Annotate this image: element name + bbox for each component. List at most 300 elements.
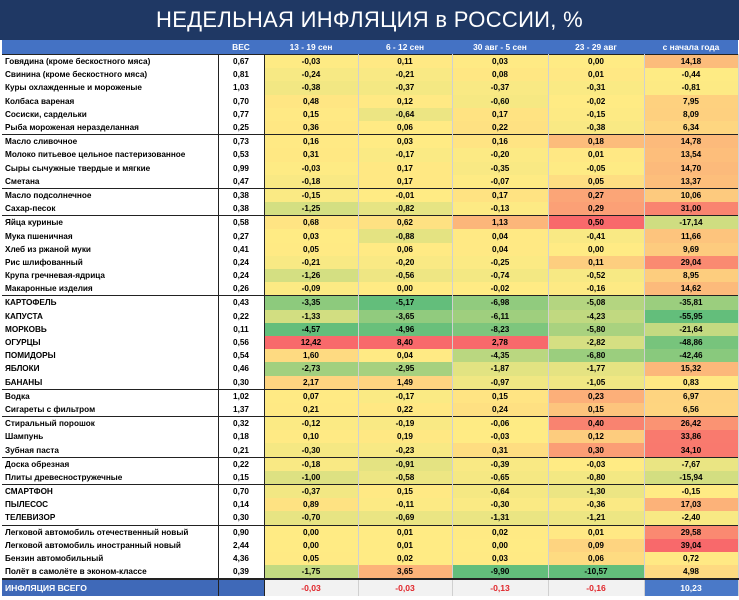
item-weight: 0,11 (218, 323, 264, 336)
value-cell: -0,01 (358, 188, 452, 202)
value-cell: 3,65 (358, 565, 452, 579)
column-header: 23 - 29 авг (548, 40, 644, 55)
value-cell: -0,44 (644, 68, 738, 81)
item-name: Сигареты с фильтром (2, 403, 218, 417)
value-cell: 8,95 (644, 269, 738, 282)
table-row (2, 162, 738, 175)
value-cell: 0,40 (548, 417, 644, 431)
value-cell: 0,00 (548, 243, 644, 256)
value-cell: -3,35 (264, 296, 358, 310)
item-weight: 0,21 (218, 443, 264, 457)
table-row (2, 403, 738, 417)
item-name: Стиральный порошок (2, 417, 218, 431)
value-cell: -10,57 (548, 565, 644, 579)
item-name: Доска обрезная (2, 457, 218, 471)
value-cell: -0,13 (452, 202, 548, 216)
table-row (2, 430, 738, 443)
value-cell: 0,00 (358, 282, 452, 296)
value-cell: -42,46 (644, 349, 738, 362)
value-cell: 0,00 (264, 525, 358, 539)
value-cell: 0,16 (452, 135, 548, 149)
value-cell: 0,89 (264, 498, 358, 511)
value-cell: -0,80 (548, 471, 644, 485)
value-cell: 10,06 (644, 188, 738, 202)
total-label: ИНФЛЯЦИЯ ВСЕГО (2, 579, 218, 596)
item-name: ОГУРЦЫ (2, 336, 218, 349)
value-cell: -21,64 (644, 323, 738, 336)
value-cell: 0,83 (644, 376, 738, 390)
value-cell: 0,36 (264, 121, 358, 135)
table-row (2, 108, 738, 121)
value-cell: -8,23 (452, 323, 548, 336)
value-cell: 0,06 (358, 243, 452, 256)
item-name: Легковой автомобиль иностранный новый (2, 539, 218, 552)
value-cell: -35,81 (644, 296, 738, 310)
item-weight: 1,37 (218, 403, 264, 417)
item-name: Легковой автомобиль отечественный новый (2, 525, 218, 539)
value-cell: 0,24 (452, 403, 548, 417)
value-cell: -0,12 (264, 417, 358, 431)
item-weight: 0,39 (218, 565, 264, 579)
item-weight: 0,70 (218, 95, 264, 108)
table-row (2, 135, 738, 149)
item-name: Хлеб из ржаной муки (2, 243, 218, 256)
item-weight: 1,02 (218, 389, 264, 403)
table-row (2, 511, 738, 525)
value-cell: 0,06 (548, 552, 644, 565)
item-name: Сыры сычужные твердые и мягкие (2, 162, 218, 175)
item-name: Плиты древесностружечные (2, 471, 218, 485)
value-cell: 0,02 (358, 552, 452, 565)
value-cell: 0,15 (264, 108, 358, 121)
item-weight: 0,22 (218, 457, 264, 471)
item-name: ЯБЛОКИ (2, 362, 218, 375)
value-cell: -0,07 (452, 175, 548, 189)
table-row (2, 121, 738, 135)
total-value: -0,16 (548, 579, 644, 596)
value-cell: -0,15 (548, 108, 644, 121)
value-cell: -0,11 (358, 498, 452, 511)
table-row (2, 539, 738, 552)
value-cell: -2,40 (644, 511, 738, 525)
value-cell: -0,20 (452, 148, 548, 161)
item-weight: 2,44 (218, 539, 264, 552)
value-cell: 0,50 (548, 216, 644, 230)
value-cell: 0,11 (548, 256, 644, 269)
item-weight: 0,73 (218, 135, 264, 149)
value-cell: 0,21 (264, 403, 358, 417)
item-name: Рис шлифованный (2, 256, 218, 269)
value-cell: 0,06 (358, 121, 452, 135)
item-name: Водка (2, 389, 218, 403)
value-cell: -0,38 (264, 81, 358, 94)
value-cell: -6,98 (452, 296, 548, 310)
value-cell: 0,03 (452, 55, 548, 69)
value-cell: 0,05 (264, 552, 358, 565)
value-cell: -0,58 (358, 471, 452, 485)
value-cell: 0,16 (264, 135, 358, 149)
value-cell: 0,07 (264, 389, 358, 403)
value-cell: -0,37 (452, 81, 548, 94)
value-cell: 11,66 (644, 229, 738, 242)
value-cell: 0,15 (548, 403, 644, 417)
item-weight: 0,14 (218, 498, 264, 511)
value-cell: -3,65 (358, 310, 452, 323)
value-cell: 0,01 (358, 539, 452, 552)
value-cell: 0,48 (264, 95, 358, 108)
total-row (2, 579, 738, 596)
value-cell: 29,04 (644, 256, 738, 269)
column-header: 6 - 12 сен (358, 40, 452, 55)
table-row (2, 269, 738, 282)
value-cell: 0,31 (452, 443, 548, 457)
value-cell: 9,69 (644, 243, 738, 256)
value-cell: -7,67 (644, 457, 738, 471)
value-cell: 17,03 (644, 498, 738, 511)
table-row (2, 202, 738, 216)
value-cell: -0,38 (548, 121, 644, 135)
item-name: Мука пшеничная (2, 229, 218, 242)
item-name: Рыба мороженая неразделанная (2, 121, 218, 135)
item-weight: 0,56 (218, 336, 264, 349)
item-name: Колбаса вареная (2, 95, 218, 108)
value-cell: 14,18 (644, 55, 738, 69)
value-cell: -2,95 (358, 362, 452, 375)
value-cell: -0,17 (358, 148, 452, 161)
value-cell: 0,03 (452, 552, 548, 565)
value-cell: 14,62 (644, 282, 738, 296)
value-cell: -1,75 (264, 565, 358, 579)
item-weight: 0,41 (218, 243, 264, 256)
item-weight: 0,54 (218, 349, 264, 362)
item-weight: 0,32 (218, 417, 264, 431)
table-row (2, 310, 738, 323)
value-cell: 6,34 (644, 121, 738, 135)
table-row (2, 525, 738, 539)
value-cell: -0,82 (358, 202, 452, 216)
value-cell: 8,40 (358, 336, 452, 349)
value-cell: 0,72 (644, 552, 738, 565)
table-row (2, 323, 738, 336)
item-name: ПОМИДОРЫ (2, 349, 218, 362)
value-cell: -0,03 (264, 55, 358, 69)
value-cell: -0,35 (452, 162, 548, 175)
table-row (2, 443, 738, 457)
item-weight: 0,38 (218, 188, 264, 202)
value-cell: -0,15 (264, 188, 358, 202)
item-name: Масло сливочное (2, 135, 218, 149)
column-header: ВЕС (218, 40, 264, 55)
value-cell: 0,22 (452, 121, 548, 135)
value-cell: -0,16 (548, 282, 644, 296)
table-row (2, 229, 738, 242)
table-body (2, 55, 738, 580)
table-row (2, 216, 738, 230)
value-cell: 14,70 (644, 162, 738, 175)
value-cell: 0,04 (452, 229, 548, 242)
value-cell: 0,17 (452, 188, 548, 202)
value-cell: 0,00 (264, 539, 358, 552)
item-name: ТЕЛЕВИЗОР (2, 511, 218, 525)
inflation-table (2, 40, 739, 596)
value-cell: -1,21 (548, 511, 644, 525)
value-cell: -0,18 (264, 175, 358, 189)
table-row (2, 376, 738, 390)
value-cell: -0,88 (358, 229, 452, 242)
table-row (2, 55, 738, 69)
value-cell: -1,33 (264, 310, 358, 323)
value-cell: -0,20 (358, 256, 452, 269)
value-cell: -0,02 (548, 95, 644, 108)
table-row (2, 175, 738, 189)
value-cell: -0,37 (358, 81, 452, 94)
value-cell: 0,00 (548, 55, 644, 69)
value-cell: -1,26 (264, 269, 358, 282)
value-cell: 0,29 (548, 202, 644, 216)
value-cell: 4,98 (644, 565, 738, 579)
table-row (2, 68, 738, 81)
value-cell: -0,21 (358, 68, 452, 81)
value-cell: -4,35 (452, 349, 548, 362)
value-cell: -0,52 (548, 269, 644, 282)
item-weight: 0,26 (218, 282, 264, 296)
item-name: Зубная паста (2, 443, 218, 457)
value-cell: -0,19 (358, 417, 452, 431)
total-value: -0,03 (264, 579, 358, 596)
item-weight: 0,70 (218, 485, 264, 499)
value-cell: -1,87 (452, 362, 548, 375)
value-cell: 0,04 (358, 349, 452, 362)
value-cell: -2,73 (264, 362, 358, 375)
item-weight: 0,25 (218, 121, 264, 135)
value-cell: -5,80 (548, 323, 644, 336)
table-row (2, 282, 738, 296)
header-row (2, 40, 738, 55)
item-name: Сосиски, сардельки (2, 108, 218, 121)
value-cell: 0,15 (358, 485, 452, 499)
value-cell: 6,56 (644, 403, 738, 417)
item-name: Крупа гречневая-ядрица (2, 269, 218, 282)
value-cell: 0,68 (264, 216, 358, 230)
value-cell: -0,69 (358, 511, 452, 525)
value-cell: 0,62 (358, 216, 452, 230)
value-cell: -0,39 (452, 457, 548, 471)
item-name: Шампунь (2, 430, 218, 443)
value-cell: -4,57 (264, 323, 358, 336)
table-row (2, 243, 738, 256)
value-cell: -0,15 (644, 485, 738, 499)
item-name: Молоко питьевое цельное пастеризованное (2, 148, 218, 161)
value-cell: 0,10 (264, 430, 358, 443)
value-cell: 15,32 (644, 362, 738, 375)
item-name: МОРКОВЬ (2, 323, 218, 336)
value-cell: -0,06 (452, 417, 548, 431)
value-cell: -4,23 (548, 310, 644, 323)
table-row (2, 336, 738, 349)
value-cell: -0,56 (358, 269, 452, 282)
value-cell: 29,58 (644, 525, 738, 539)
value-cell: -1,05 (548, 376, 644, 390)
item-weight: 0,90 (218, 525, 264, 539)
total-value: -0,03 (358, 579, 452, 596)
value-cell: 0,18 (548, 135, 644, 149)
item-weight: 0,67 (218, 55, 264, 69)
value-cell: 0,04 (452, 243, 548, 256)
value-cell: -0,64 (452, 485, 548, 499)
item-name: Куры охлажденные и мороженые (2, 81, 218, 94)
value-cell: -1,31 (452, 511, 548, 525)
table-row (2, 148, 738, 161)
table-row (2, 457, 738, 471)
item-name: Масло подсолнечное (2, 188, 218, 202)
value-cell: 0,00 (452, 539, 548, 552)
value-cell: -0,36 (548, 498, 644, 511)
value-cell: -0,03 (452, 430, 548, 443)
item-name: БАНАНЫ (2, 376, 218, 390)
value-cell: 0,30 (548, 443, 644, 457)
item-weight: 4,36 (218, 552, 264, 565)
value-cell: 0,17 (452, 108, 548, 121)
value-cell: -2,82 (548, 336, 644, 349)
value-cell: 0,01 (358, 525, 452, 539)
value-cell: -0,05 (548, 162, 644, 175)
value-cell: -0,03 (264, 162, 358, 175)
value-cell: -0,70 (264, 511, 358, 525)
value-cell: 7,95 (644, 95, 738, 108)
item-name: Сахар-песок (2, 202, 218, 216)
item-name: СМАРТФОН (2, 485, 218, 499)
value-cell: -0,02 (452, 282, 548, 296)
value-cell: 13,54 (644, 148, 738, 161)
item-weight: 0,99 (218, 162, 264, 175)
value-cell: -4,96 (358, 323, 452, 336)
value-cell: -0,65 (452, 471, 548, 485)
item-weight: 0,77 (218, 108, 264, 121)
value-cell: 39,04 (644, 539, 738, 552)
item-name: КАРТОФЕЛЬ (2, 296, 218, 310)
value-cell: 34,10 (644, 443, 738, 457)
item-weight: 0,58 (218, 216, 264, 230)
item-name: Бензин автомобильный (2, 552, 218, 565)
value-cell: -5,08 (548, 296, 644, 310)
item-name: Макаронные изделия (2, 282, 218, 296)
item-name: Яйца куриные (2, 216, 218, 230)
value-cell: -0,37 (264, 485, 358, 499)
table-row (2, 349, 738, 362)
table-row (2, 417, 738, 431)
column-header (2, 40, 218, 55)
item-weight: 0,47 (218, 175, 264, 189)
value-cell: -0,21 (264, 256, 358, 269)
value-cell: 0,03 (264, 229, 358, 242)
table-row (2, 565, 738, 579)
item-weight: 0,81 (218, 68, 264, 81)
value-cell: -0,60 (452, 95, 548, 108)
value-cell: -0,31 (548, 81, 644, 94)
value-cell: 0,12 (358, 95, 452, 108)
value-cell: -0,97 (452, 376, 548, 390)
item-weight: 0,27 (218, 229, 264, 242)
column-header: 30 авг - 5 сен (452, 40, 548, 55)
item-weight: 0,24 (218, 256, 264, 269)
value-cell: -0,23 (358, 443, 452, 457)
value-cell: -0,03 (548, 457, 644, 471)
value-cell: -0,30 (264, 443, 358, 457)
value-cell: -0,91 (358, 457, 452, 471)
item-name: Сметана (2, 175, 218, 189)
total-value: 10,23 (644, 579, 738, 596)
value-cell: -1,00 (264, 471, 358, 485)
value-cell: -6,11 (452, 310, 548, 323)
table-row (2, 296, 738, 310)
item-name: КАПУСТА (2, 310, 218, 323)
value-cell: 1,49 (358, 376, 452, 390)
item-weight: 0,38 (218, 202, 264, 216)
item-weight: 0,53 (218, 148, 264, 161)
value-cell: 0,22 (358, 403, 452, 417)
column-header: 13 - 19 сен (264, 40, 358, 55)
item-name: Полёт в самолёте в эконом-классе (2, 565, 218, 579)
value-cell: -0,24 (264, 68, 358, 81)
value-cell: 2,78 (452, 336, 548, 349)
value-cell: -0,64 (358, 108, 452, 121)
value-cell: -0,18 (264, 457, 358, 471)
value-cell: -0,74 (452, 269, 548, 282)
value-cell: 0,03 (358, 135, 452, 149)
value-cell: -5,17 (358, 296, 452, 310)
table-row (2, 188, 738, 202)
value-cell: 0,05 (548, 175, 644, 189)
item-weight: 0,18 (218, 430, 264, 443)
value-cell: 12,42 (264, 336, 358, 349)
value-cell: 0,15 (452, 389, 548, 403)
value-cell: 6,97 (644, 389, 738, 403)
value-cell: -55,95 (644, 310, 738, 323)
value-cell: 31,00 (644, 202, 738, 216)
value-cell: 26,42 (644, 417, 738, 431)
value-cell: -0,30 (452, 498, 548, 511)
value-cell: 0,19 (358, 430, 452, 443)
value-cell: 0,31 (264, 148, 358, 161)
item-weight: 0,30 (218, 376, 264, 390)
value-cell: -48,86 (644, 336, 738, 349)
value-cell: -6,80 (548, 349, 644, 362)
value-cell: -1,77 (548, 362, 644, 375)
value-cell: 0,08 (452, 68, 548, 81)
item-weight: 0,43 (218, 296, 264, 310)
value-cell: 0,01 (548, 68, 644, 81)
item-weight: 0,22 (218, 310, 264, 323)
table-row (2, 471, 738, 485)
value-cell: 0,02 (452, 525, 548, 539)
column-header: с начала года (644, 40, 738, 55)
value-cell: -9,90 (452, 565, 548, 579)
value-cell: 1,60 (264, 349, 358, 362)
value-cell: 0,09 (548, 539, 644, 552)
item-weight: 0,30 (218, 511, 264, 525)
value-cell: 0,23 (548, 389, 644, 403)
value-cell: 0,01 (548, 148, 644, 161)
item-name: Говядина (кроме бескостного мяса) (2, 55, 218, 69)
value-cell: 0,12 (548, 430, 644, 443)
value-cell: 0,27 (548, 188, 644, 202)
value-cell: -1,25 (264, 202, 358, 216)
value-cell: -0,25 (452, 256, 548, 269)
value-cell: -0,17 (358, 389, 452, 403)
item-weight: 1,03 (218, 81, 264, 94)
item-name: Свинина (кроме бескостного мяса) (2, 68, 218, 81)
value-cell: 0,05 (264, 243, 358, 256)
